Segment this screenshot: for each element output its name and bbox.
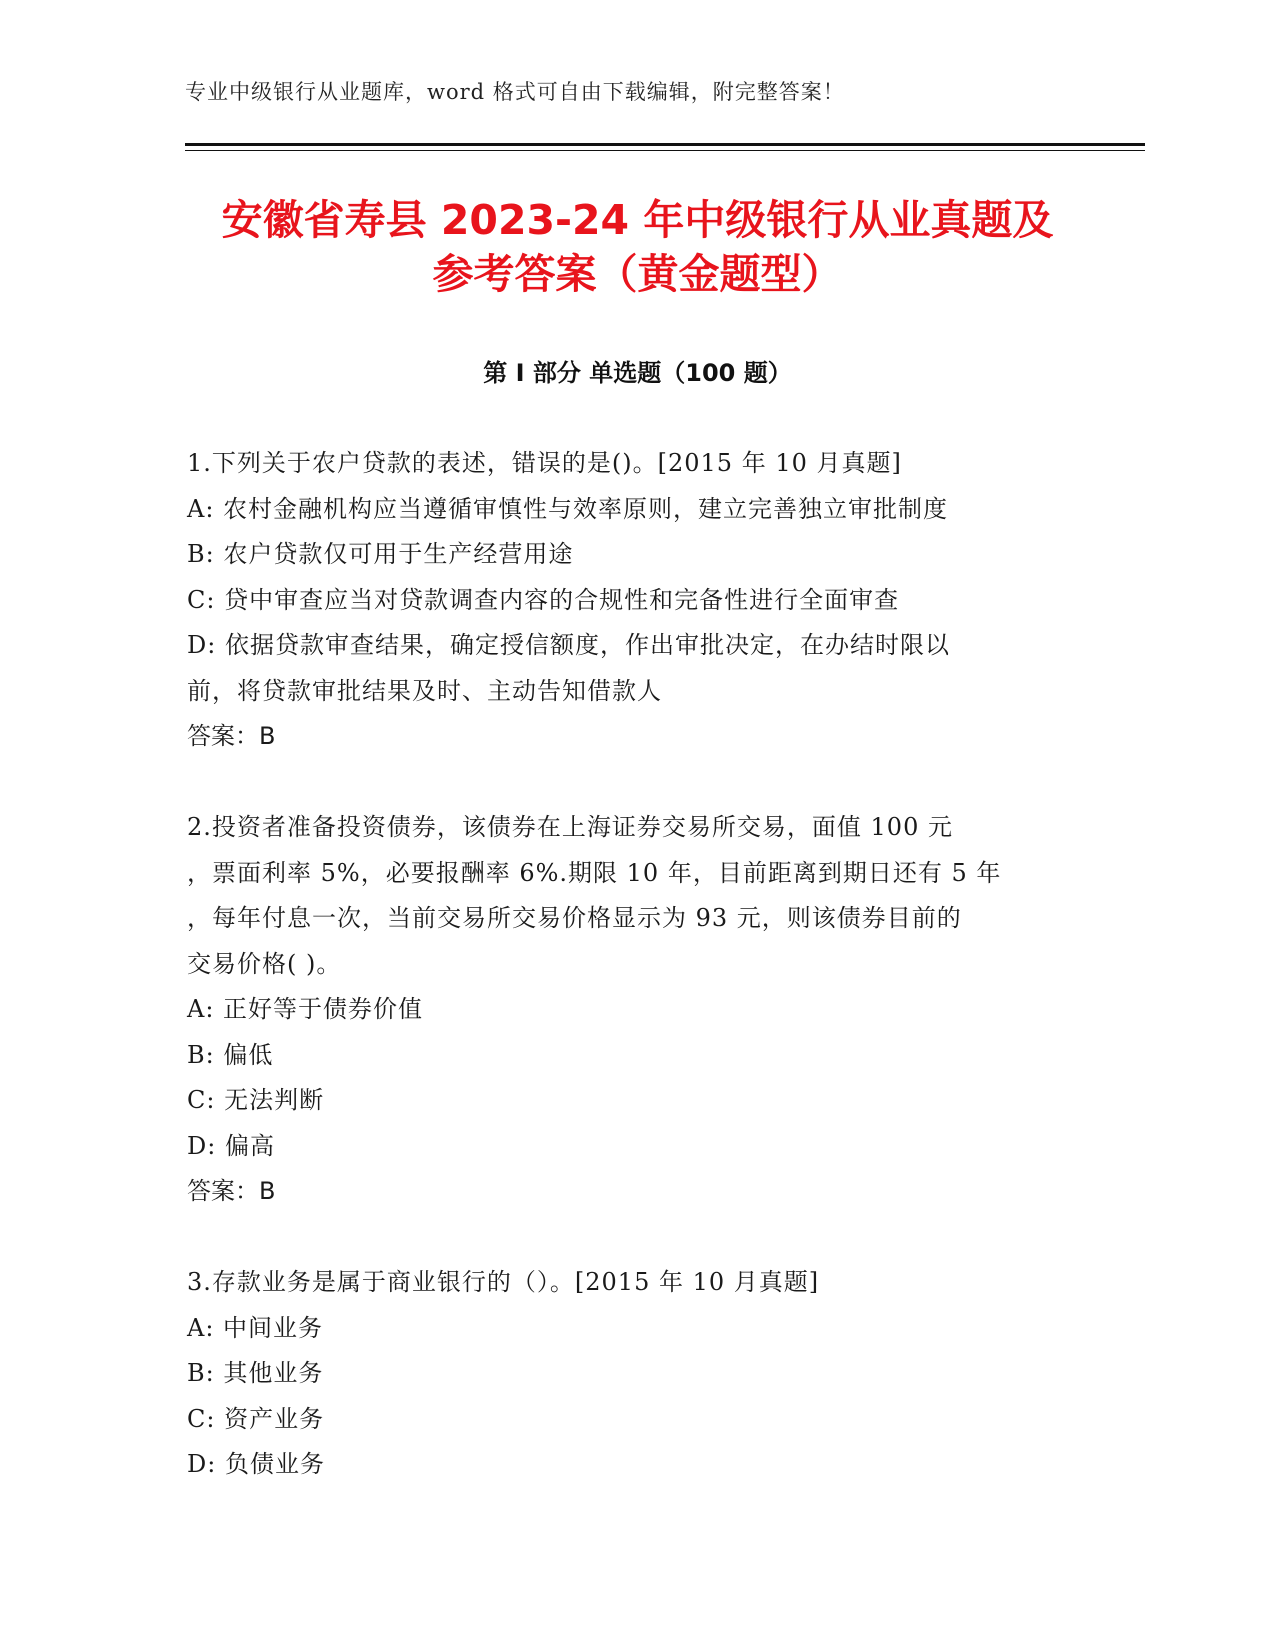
option-b: B: 农户贷款仅可用于生产经营用途 [187,540,574,568]
question-stem: 3.存款业务是属于商业银行的（）。[2015 年 10 月真题] [187,1268,820,1296]
option-c: C: 无法判断 [187,1086,325,1114]
header-divider-thin [185,150,1145,151]
option-d-continued: 前，将贷款审批结果及时、主动告知借款人 [187,676,662,705]
option-b: B: 其他业务 [187,1359,324,1387]
question-2 [187,805,1067,1215]
option-a: A: 正好等于债券价值 [187,995,424,1023]
spacer [187,760,1067,806]
title-line-2: 参考答案（黄金题型） [432,250,843,298]
title-line-1: 安徽省寿县 2023-24 年中级银行从业真题及 [221,196,1054,244]
document-title [150,193,1125,301]
section-title: 第 I 部分 单选题（100 题） [483,359,792,387]
question-3 [187,1260,1067,1488]
answer-text: 答案：B [187,1177,276,1205]
option-a: A: 农村金融机构应当遵循审慎性与效率原则，建立完善独立审批制度 [187,494,949,523]
page-header-note: 专业中级银行从业题库，word 格式可自由下载编辑，附完整答案！ [185,80,845,104]
option-a: A: 中间业务 [187,1313,324,1342]
question-list [187,441,1067,1488]
option-c: C: 资产业务 [187,1404,325,1433]
option-b: B: 偏低 [187,1040,274,1069]
question-stem-line-4: 交易价格( )。 [187,949,342,978]
option-d: D: 负债业务 [187,1450,325,1478]
question-1 [187,441,1067,760]
header-divider-thick [185,143,1145,146]
answer-text: 答案：B [187,722,276,750]
option-c: C: 贷中审查应当对贷款调查内容的合规性和完备性进行全面审查 [187,585,900,614]
option-d: D: 依据贷款审查结果，确定授信额度，作出审批决定，在办结时限以 [187,631,950,659]
question-stem: 2.投资者准备投资债券，该债券在上海证券交易所交易，面值 100 元 [187,813,953,841]
option-d: D: 偏高 [187,1131,275,1160]
question-stem-line-2: ，票面利率 5%，必要报酬率 6%.期限 10 年，目前距离到期日还有 5 年 [187,858,1002,887]
spacer [187,1215,1067,1261]
question-stem-line-3: ，每年付息一次，当前交易所交易价格显示为 93 元，则该债券目前的 [187,904,962,932]
question-stem: 1.下列关于农户贷款的表述，错误的是()。[2015 年 10 月真题] [187,449,902,477]
